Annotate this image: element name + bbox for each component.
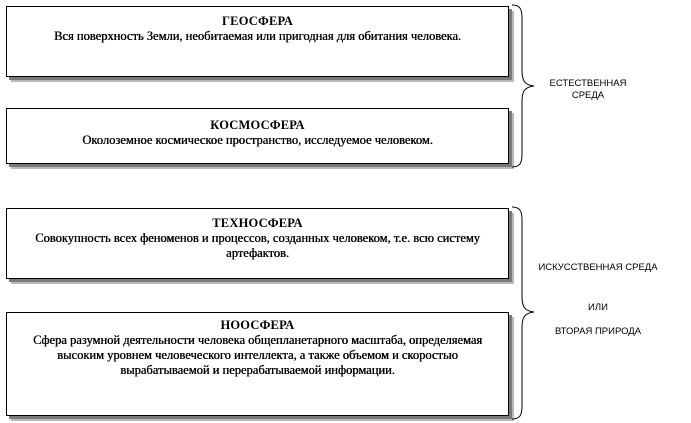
artificial-environment-label: ИСКУССТВЕННАЯ СРЕДА — [538, 262, 658, 273]
noosphere-description: Сфера разумной деятельности человека общепланетарного масштаба, определяемая высоким уровнем человеческого интеллекта, а также объемом и скоростью вырабатываемой и перерабатываемой информации. — [32, 333, 483, 377]
second-nature-label: ВТОРАЯ ПРИРОДА — [554, 326, 642, 337]
or-connector-label: ИЛИ — [588, 302, 608, 313]
technosphere-box — [6, 208, 509, 279]
noosphere-title: НООСФЕРА — [220, 318, 295, 332]
cosmosphere-title: КОСМОСФЕРА — [210, 118, 305, 132]
noosphere-box — [6, 312, 509, 416]
natural-brace — [510, 4, 540, 168]
geosphere-title: ГЕОСФЕРА — [222, 14, 293, 28]
technosphere-description: Совокупность всех феноменов и процессов, созданных человеком, т.е. всю систему артефактов. — [35, 231, 480, 260]
geosphere-description: Вся поверхность Земли, необитаемая или пригодная для обитания человека. — [53, 29, 462, 43]
cosmosphere-description: Околоземное космическое пространство, исследуемое человеком. — [82, 133, 433, 147]
natural-environment-label: ЕСТЕСТВЕННАЯ СРЕДА — [549, 78, 627, 101]
cosmosphere-box — [6, 108, 509, 164]
geosphere-box — [6, 6, 509, 77]
artificial-brace — [510, 206, 540, 420]
technosphere-title: ТЕХНОСФЕРА — [212, 216, 303, 230]
